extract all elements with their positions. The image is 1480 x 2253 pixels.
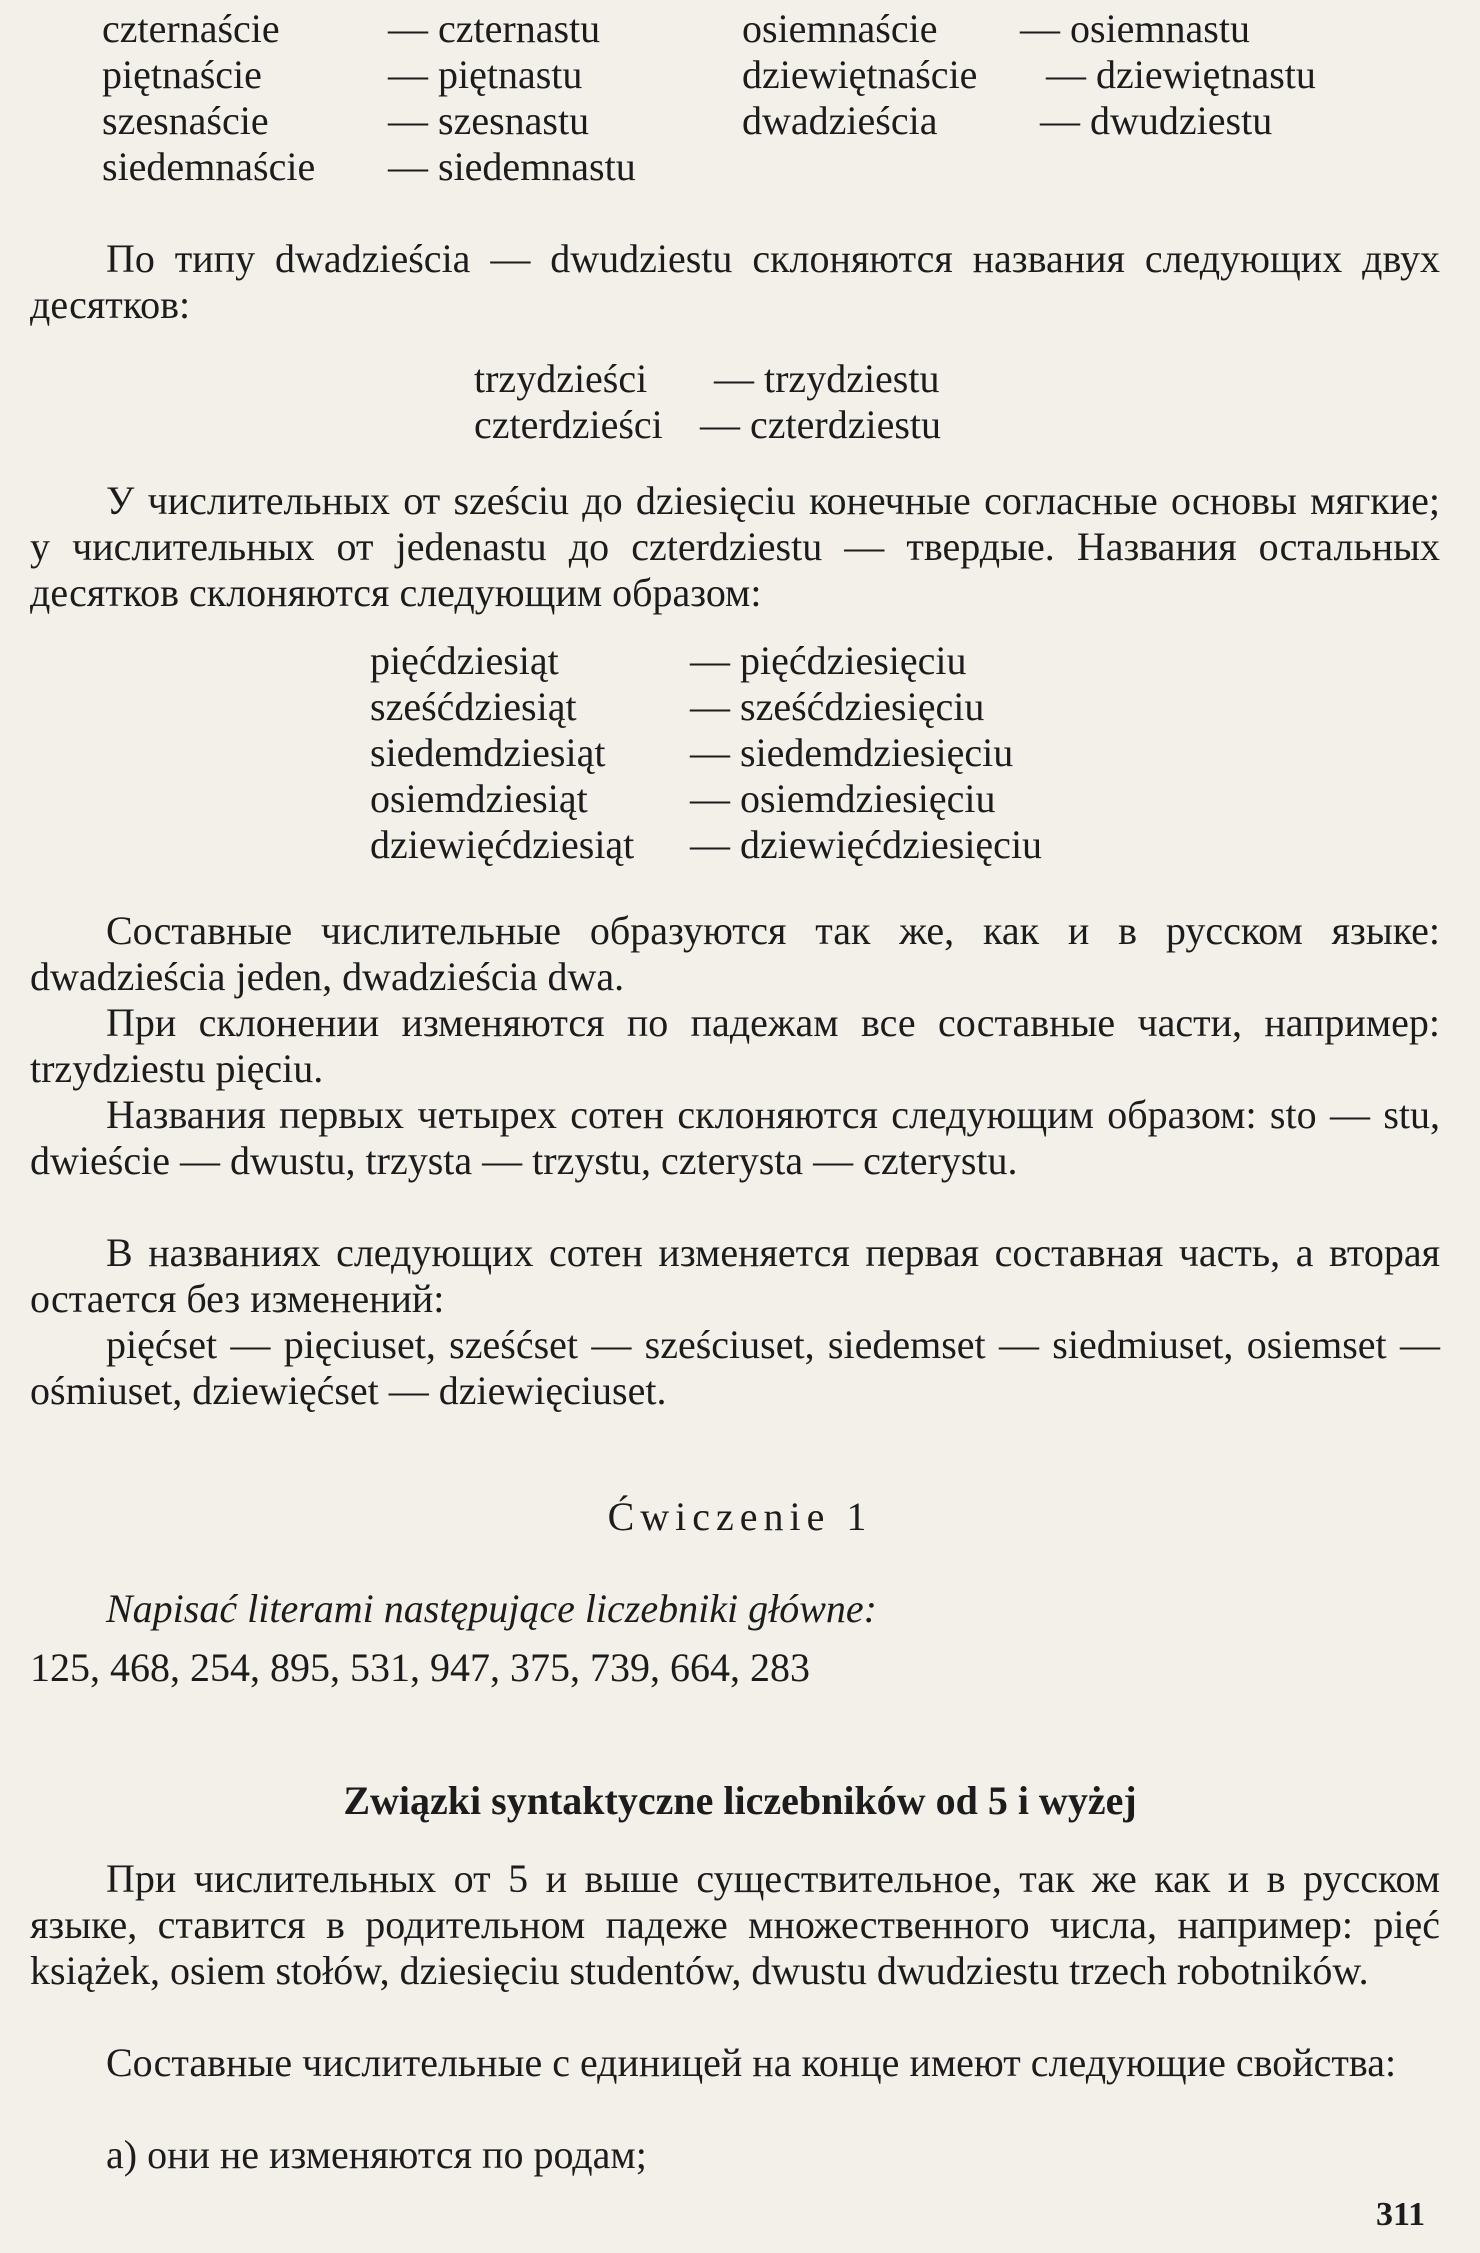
exercise-numbers: 125, 468, 254, 895, 531, 947, 375, 739, 664, 283 (30, 1645, 810, 1690)
numeral-left-2: piętnaście (102, 52, 262, 97)
section-title: Związki syntaktyczne liczebników od 5 i wyżej (343, 1778, 1137, 1823)
exercise-instruction: Napisać literami następujące liczebniki główne: (106, 1586, 877, 1631)
tens-40-genitive: — czterdziestu (700, 402, 941, 447)
paragraph-other-hundreds: В названиях следующих сотен изменяется первая составная часть, а вторая остается без изменений: (30, 1230, 1440, 1321)
tens-90: dziewięćdziesiąt (370, 822, 635, 867)
tens-60: sześćdziesiąt (370, 684, 577, 729)
tens-90-genitive: — dziewięćdziesięciu (690, 822, 1043, 867)
paragraph-declension-parts: При склонении изменяются по падежам все составные части, например: trzydziestu pięciu. (30, 1000, 1440, 1091)
paragraph-compound-numerals: Составные числительные образуются так же, как и в русском языке: dwadzieścia jeden, dwadzieścia dwa. (30, 908, 1440, 999)
numeral-left-1-genitive: — czternastu (388, 6, 601, 51)
paragraph-genitive-plural: При числительных от 5 и выше существительное, так же как и в русском языке, ставится в родительном падеже множественного числа, например: pięć książek, osiem stołów, dziesięciu studentów, dwustu dwudziestu trzech robotników. (30, 1856, 1440, 1993)
numeral-left-4-genitive: — siedemnastu (388, 144, 636, 189)
numeral-right-1: osiemnaście (742, 6, 938, 51)
list-item-a: а) они не изменяются по родам; (106, 2132, 647, 2177)
tens-80-genitive: — osiemdziesięciu (690, 776, 996, 821)
numeral-left-3: szesnaście (102, 98, 269, 143)
paragraph-compound-properties: Составные числительные с единицей на конце имеют следующие свойства: (106, 2040, 1397, 2085)
tens-70: siedemdziesiąt (370, 730, 606, 775)
page-number: 311 (1376, 2196, 1426, 2233)
numeral-right-2: dziewiętnaście (742, 52, 978, 97)
tens-50: pięćdziesiąt (370, 638, 559, 683)
tens-70-genitive: — siedemdziesięciu (690, 730, 1014, 775)
tens-40: czterdzieści (474, 402, 663, 447)
tens-30: trzydzieści (474, 356, 648, 401)
tens-30-genitive: — trzydziestu (714, 356, 940, 401)
exercise-title: Ćwiczenie 1 (607, 1494, 873, 1539)
tens-50-genitive: — pięćdziesięciu (690, 638, 967, 683)
tens-60-genitive: — sześćdziesięciu (690, 684, 985, 729)
numeral-right-3-genitive: — dwudziestu (1040, 98, 1273, 143)
numeral-left-2-genitive: — piętnastu (388, 52, 583, 97)
numeral-left-3-genitive: — szesnastu (388, 98, 590, 143)
numeral-left-4: siedemnaście (102, 144, 316, 189)
paragraph-hundreds: Названия первых четырех сотен склоняются следующим образом: sto — stu, dwieście — dwustu, trzysta — trzystu, czterysta — czterystu. (30, 1092, 1440, 1183)
tens-80: osiemdziesiąt (370, 776, 588, 821)
paragraph-declension-type: По типу dwadzieścia — dwudziestu склоняются названия следующих двух десятков: (30, 236, 1440, 327)
paragraph-soft-hard-stems: У числительных от sześciu до dziesięciu конечные согласные основы мягкие; у числительных от jedenastu до czterdziestu — твердые. Названия остальных десятков склоняются следующим образом: (30, 478, 1440, 615)
numeral-right-2-genitive: — dziewiętnastu (1046, 52, 1316, 97)
paragraph-hundreds-list: pięćset — pięciuset, sześćset — sześciuset, siedemset — siedmiuset, osiemset — ośmiuset, dziewięćset — dziewięciuset. (30, 1322, 1440, 1413)
numeral-left-1: czternaście (102, 6, 280, 51)
numeral-right-3: dwadzieścia (742, 98, 938, 143)
numeral-right-1-genitive: — osiemnastu (1020, 6, 1250, 51)
